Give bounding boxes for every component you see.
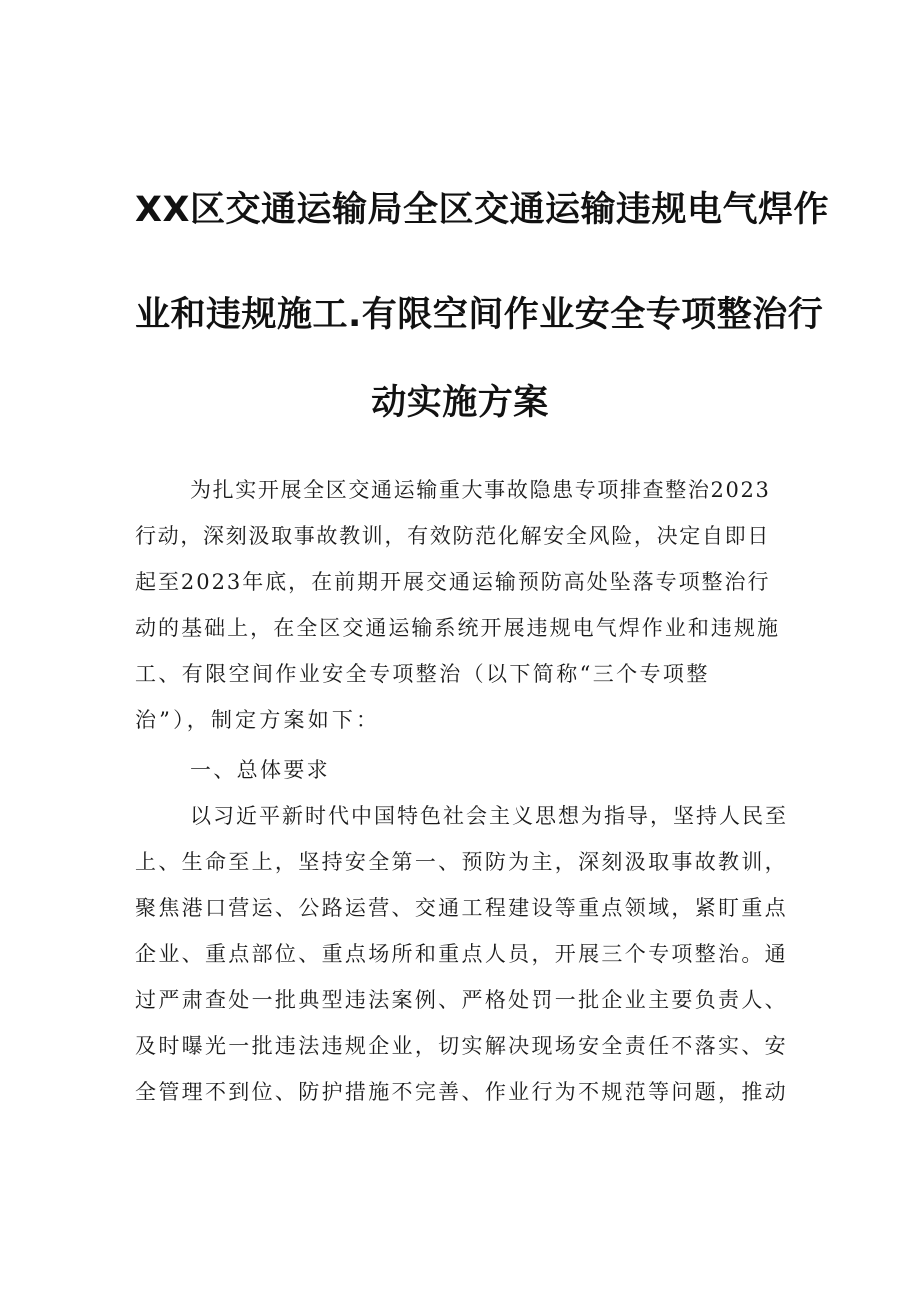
document-title-line-3: 动实施方案: [371, 383, 549, 423]
section-paragraph-line: 上、生命至上，坚持安全第一、预防为主，深刻汲取事故教训，: [135, 850, 788, 874]
document-title-line-1: XX区交通运输局全区交通运输违规电气焊作: [135, 190, 829, 230]
section-heading: 一、总体要求: [190, 758, 330, 782]
intro-paragraph-line: 工、有限空间作业安全专项整治（以下简称“三个专项整: [135, 662, 710, 686]
section-paragraph-line: 及时曝光一批违法违规企业，切实解决现场安全责任不落实、安: [135, 1034, 788, 1058]
intro-paragraph-line: 行动，深刻汲取事故教训，有效防范化解安全风险，决定自即日: [135, 524, 770, 548]
intro-paragraph-line: 治”），制定方案如下：: [135, 708, 381, 732]
section-paragraph-line: 以习近平新时代中国特色社会主义思想为指导，坚持人民至: [190, 804, 788, 828]
section-paragraph-line: 企业、重点部位、重点场所和重点人员，开展三个专项整治。通: [135, 942, 788, 966]
intro-paragraph-line: 起至2023年底，在前期开展交通运输预防高处坠落专项整治行: [135, 570, 771, 594]
document-title-line-2: 业和违规施工.有限空间作业安全专项整治行: [135, 295, 824, 335]
intro-paragraph-line: 为扎实开展全区交通运输重大事故隐患专项排查整治2023: [190, 478, 771, 502]
section-paragraph-line: 全管理不到位、防护措施不完善、作业行为不规范等问题，推动: [135, 1080, 788, 1104]
intro-paragraph-line: 动的基础上，在全区交通运输系统开展违规电气焊作业和违规施: [135, 616, 780, 640]
section-paragraph-line: 聚焦港口营运、公路运营、交通工程建设等重点领域，紧盯重点: [135, 896, 788, 920]
section-paragraph-line: 过严肃查处一批典型违法案例、严格处罚一批企业主要负责人、: [135, 988, 788, 1012]
